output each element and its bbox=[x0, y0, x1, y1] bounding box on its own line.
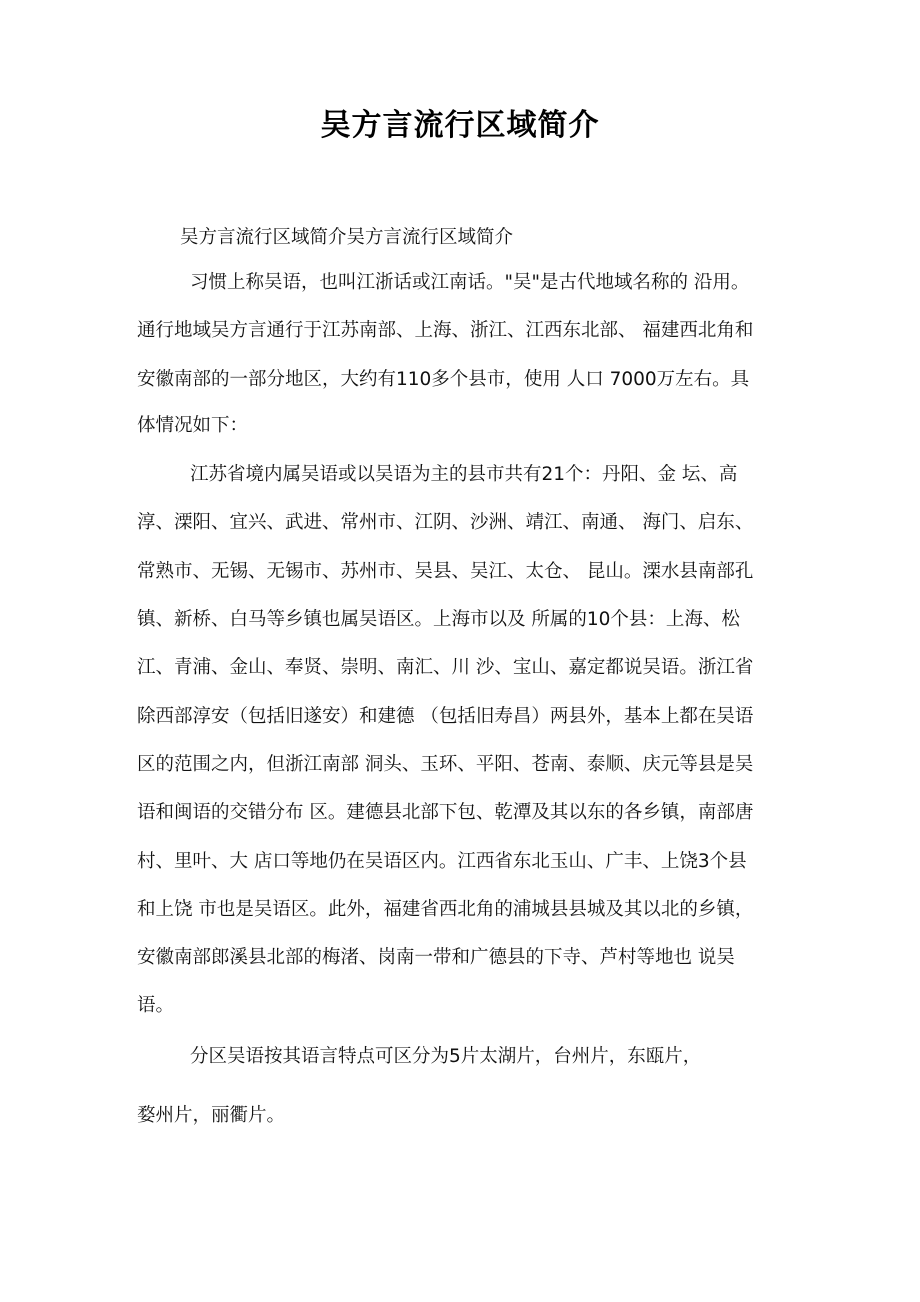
text-line: 安徽南部郎溪县北部的梅渚、岗南一带和广德县的下寺、芦村等地也 说吴 bbox=[137, 947, 735, 968]
text-line: 习惯上称吴语，也叫江浙话或江南话。"吴"是古代地域名称的 沿用。 bbox=[190, 272, 750, 293]
text-line: 除西部淳安（包括旧遂安）和建德 （包括旧寿昌）两县外，基本上都在吴语 bbox=[137, 706, 754, 727]
subtitle-line: 吴方言流行区域简介吴方言流行区域简介 bbox=[180, 227, 514, 248]
text-line: 通行地域吴方言通行于江苏南部、上海、浙江、江西东北部、 福建西北角和 bbox=[137, 320, 754, 341]
text-line: 语。 bbox=[137, 995, 175, 1016]
text-line: 常熟市、无锡、无锡市、苏州市、吴县、吴江、太仓、 昆山。溧水县南部孔 bbox=[137, 561, 754, 582]
text-line: 区的范围之内，但浙江南部 洞头、玉环、平阳、苍南、泰顺、庆元等县是吴 bbox=[137, 754, 754, 775]
text-line: 语和闽语的交错分布 区。建德县北部下包、乾潭及其以东的各乡镇，南部唐 bbox=[137, 802, 754, 823]
text-line: 镇、新桥、白马等乡镇也属吴语区。上海市以及 所属的10个县：上海、松 bbox=[137, 609, 740, 630]
text-line: 和上饶 市也是吴语区。此外，福建省西北角的浦城县县城及其以北的乡镇， bbox=[137, 899, 754, 920]
text-line: 婺州片，丽衢片。 bbox=[137, 1105, 286, 1126]
text-line: 淳、溧阳、宜兴、武进、常州市、江阴、沙洲、靖江、南通、 海门、启东、 bbox=[137, 512, 754, 533]
text-line: 体情况如下： bbox=[137, 415, 249, 436]
text-line: 江、青浦、金山、奉贤、崇明、南汇、川 沙、宝山、嘉定都说吴语。浙江省 bbox=[137, 657, 754, 678]
page-title: 吴方言流行区域简介 bbox=[320, 108, 600, 143]
text-line: 安徽南部的一部分地区，大约有110多个县市，使用 人口 7000万左右。具 bbox=[137, 369, 750, 390]
text-line: 村、里叶、大 店口等地仍在吴语区内。江西省东北玉山、广丰、上饶3个县 bbox=[137, 851, 747, 872]
text-line: 分区吴语按其语言特点可区分为5片太湖片，台州片，东瓯片， bbox=[190, 1046, 702, 1067]
text-line: 江苏省境内属吴语或以吴语为主的县市共有21个：丹阳、金 坛、高 bbox=[190, 464, 738, 485]
